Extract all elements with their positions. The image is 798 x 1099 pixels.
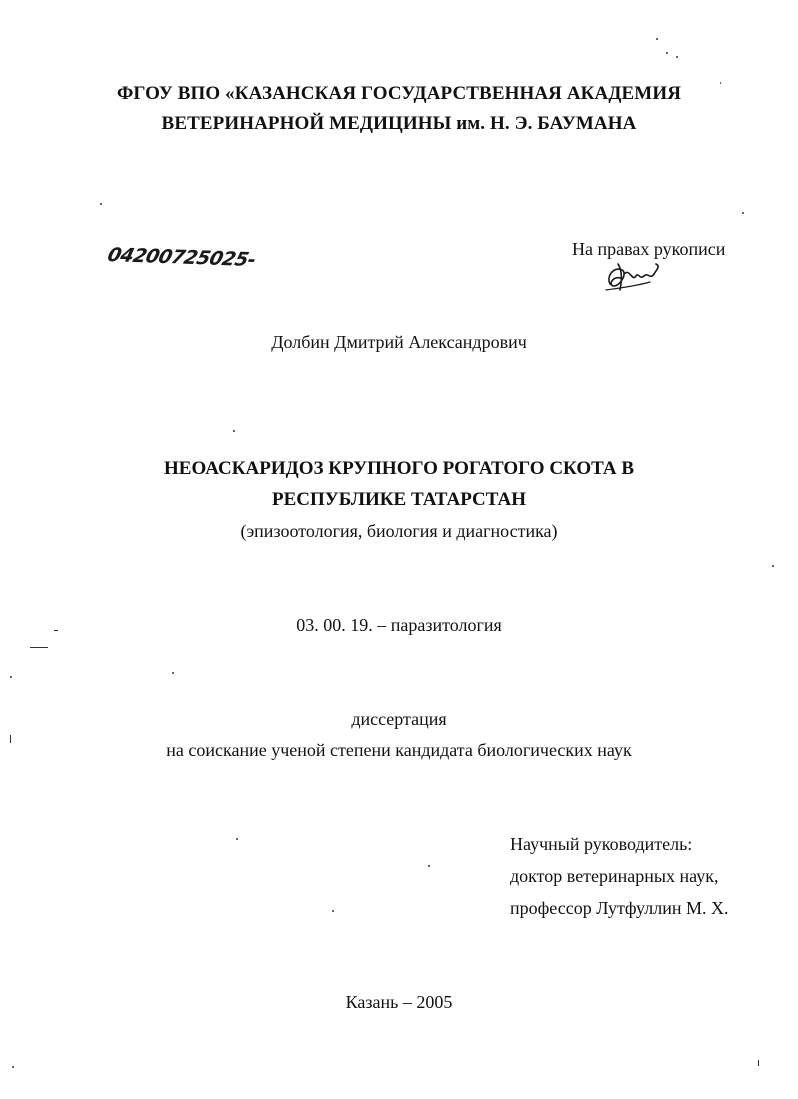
scan-speck (772, 565, 774, 567)
document-type: диссертация (351, 709, 447, 729)
thesis-title-line-1: НЕОАСКАРИДОЗ КРУПНОГО РОГАТОГО СКОТА В (164, 458, 634, 479)
scan-speck (10, 676, 12, 678)
scan-speck (172, 672, 174, 674)
scan-speck (236, 838, 238, 840)
scan-speck (233, 430, 235, 432)
scan-speck (54, 630, 58, 631)
place-year: Казань – 2005 (345, 992, 453, 1012)
scan-speck (30, 647, 48, 648)
specialty-code: 03. 00. 19. – паразитология (296, 615, 502, 635)
registration-number: 04200725025- (105, 244, 258, 272)
supervisor-name: профессор Лутфуллин М. Х. (510, 898, 729, 918)
thesis-title-line-2: РЕСПУБЛИКЕ ТАТАРСТАН (272, 489, 526, 510)
scan-speck (676, 56, 678, 58)
scan-speck (666, 52, 668, 54)
author-name: Долбин Дмитрий Александрович (271, 332, 527, 352)
institution-line-2: ВЕТЕРИНАРНОЙ МЕДИЦИНЫ им. Н. Э. БАУМАНА (161, 113, 637, 134)
institution-line-1: ФГОУ ВПО «КАЗАНСКАЯ ГОСУДАРСТВЕННАЯ АКАДЕМИЯ (116, 83, 682, 104)
scan-speck (428, 865, 430, 867)
scan-speck (10, 735, 11, 743)
scan-speck (742, 212, 744, 214)
scan-speck (12, 1066, 14, 1068)
degree-statement: на соискание ученой степени кандидата биологических наук (166, 740, 632, 760)
scan-speck (656, 38, 658, 40)
scan-speck (100, 203, 102, 205)
supervisor-degree: доктор ветеринарных наук, (510, 866, 719, 886)
scan-speck (332, 910, 334, 912)
scan-speck (720, 82, 721, 84)
scan-speck (758, 1060, 759, 1066)
supervisor-label: Научный руководитель: (510, 834, 693, 854)
thesis-subtitle: (эпизоотология, биология и диагностика) (240, 521, 558, 541)
signature-icon (600, 256, 662, 296)
manuscript-rights-label: На правах рукописи (572, 239, 726, 259)
